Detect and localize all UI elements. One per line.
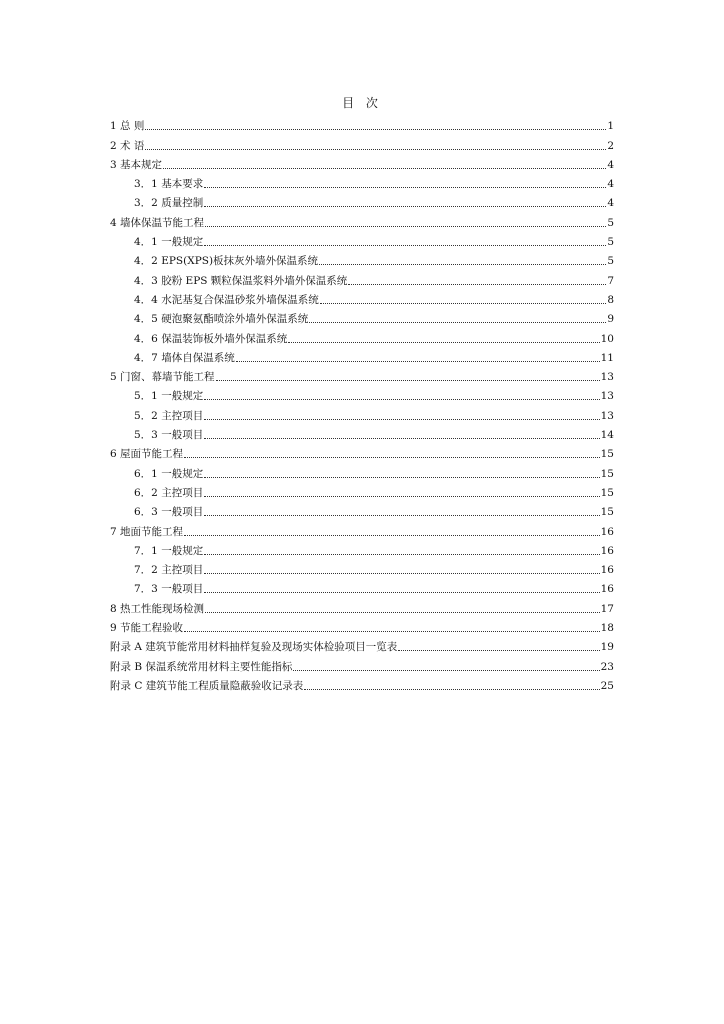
toc-entry-label: 4．3 胶粉 EPS 颗粒保温浆料外墙外保温系统 <box>134 274 348 287</box>
toc-entry <box>110 191 614 210</box>
toc-entry-label: 附录 A 建筑节能常用材料抽样复验及现场实体检验项目一览表 <box>110 641 398 654</box>
toc-dot-leader <box>204 495 599 497</box>
toc-entry <box>110 326 614 345</box>
toc-entry-label: 9 节能工程验收 <box>110 622 184 635</box>
toc-entry <box>110 230 614 249</box>
toc-entry <box>110 423 614 442</box>
toc-entry-label: 7．2 主控项目 <box>134 564 204 577</box>
toc-entry <box>110 172 614 191</box>
toc-dot-leader <box>204 437 599 439</box>
toc-entry-page: 16 <box>600 525 614 538</box>
toc-dot-leader <box>204 476 599 478</box>
toc-entry <box>110 403 614 422</box>
toc-entry-page: 5 <box>607 216 614 229</box>
toc-entry-page: 15 <box>600 448 614 461</box>
toc-entry-label: 6．1 一般规定 <box>134 467 204 480</box>
toc-entry-label: 3．2 质量控制 <box>134 197 204 210</box>
toc-entry-page: 16 <box>600 544 614 557</box>
toc-entry-page: 1 <box>607 120 614 133</box>
toc-entry <box>110 210 614 229</box>
toc-entry <box>110 577 614 596</box>
toc-entry-label: 1 总 则 <box>110 120 145 133</box>
toc-entry-label: 4．5 硬泡聚氨酯喷涂外墙外保温系统 <box>134 313 309 326</box>
toc-dot-leader <box>204 398 599 400</box>
toc-entry <box>110 133 614 152</box>
toc-dot-leader <box>204 553 599 555</box>
toc-entry-page: 11 <box>600 351 614 364</box>
toc-entry <box>110 249 614 268</box>
toc-entry-label: 4．1 一般规定 <box>134 236 204 249</box>
toc-dot-leader <box>145 148 606 150</box>
toc-entry-page: 15 <box>600 486 614 499</box>
toc-entry-label: 5．1 一般规定 <box>134 390 204 403</box>
toc-entry-page: 4 <box>607 158 614 171</box>
toc-entry-label: 3．1 基本要求 <box>134 178 204 191</box>
toc-entry-page: 16 <box>600 583 614 596</box>
toc-entry-label: 7．3 一般项目 <box>134 583 204 596</box>
toc-entry-page: 5 <box>607 236 614 249</box>
toc-entry-label: 4．2 EPS(XPS)板抹灰外墙外保温系统 <box>134 255 319 268</box>
toc-entry-page: 2 <box>607 139 614 152</box>
table-of-contents <box>110 114 614 693</box>
toc-dot-leader <box>216 379 600 381</box>
toc-dot-leader <box>348 283 606 285</box>
toc-dot-leader <box>204 572 599 574</box>
toc-dot-leader <box>204 205 606 207</box>
toc-entry-page: 18 <box>600 622 614 635</box>
toc-entry-page: 14 <box>600 429 614 442</box>
toc-dot-leader <box>204 186 606 188</box>
toc-entry-page: 19 <box>600 641 614 654</box>
toc-dot-leader <box>288 341 599 343</box>
toc-dot-leader <box>184 630 600 632</box>
toc-entry <box>110 539 614 558</box>
toc-entry <box>110 346 614 365</box>
toc-entry-label: 3 基本规定 <box>110 158 163 171</box>
toc-entry-page: 4 <box>607 197 614 210</box>
toc-entry <box>110 674 614 693</box>
toc-entry-page: 17 <box>600 602 614 615</box>
toc-entry-page: 15 <box>600 506 614 519</box>
toc-entry-page: 13 <box>600 371 614 384</box>
toc-entry <box>110 654 614 673</box>
toc-entry <box>110 635 614 654</box>
toc-entry-label: 5．3 一般项目 <box>134 429 204 442</box>
toc-entry-label: 5．2 主控项目 <box>134 409 204 422</box>
toc-entry <box>110 153 614 172</box>
toc-entry <box>110 461 614 480</box>
toc-dot-leader <box>184 534 600 536</box>
toc-entry-page: 15 <box>600 467 614 480</box>
toc-entry-page: 8 <box>607 293 614 306</box>
toc-entry-label: 4．4 水泥基复合保温砂浆外墙保温系统 <box>134 293 319 306</box>
toc-entry <box>110 519 614 538</box>
toc-entry-label: 7．1 一般规定 <box>134 544 204 557</box>
toc-entry-label: 附录 C 建筑节能工程质量隐蔽验收记录表 <box>110 679 304 692</box>
toc-entry-label: 4 墙体保温节能工程 <box>110 216 205 229</box>
toc-entry-label: 附录 B 保温系统常用材料主要性能指标 <box>110 660 293 673</box>
toc-dot-leader <box>319 263 606 265</box>
toc-entry-label: 4．6 保温装饰板外墙外保温系统 <box>134 332 288 345</box>
toc-entry <box>110 384 614 403</box>
toc-entry <box>110 616 614 635</box>
toc-entry-page: 25 <box>600 679 614 692</box>
toc-entry-label: 6．3 一般项目 <box>134 506 204 519</box>
toc-dot-leader <box>236 360 600 362</box>
toc-title: 目 次 <box>342 96 382 110</box>
toc-dot-leader <box>204 591 599 593</box>
toc-dot-leader <box>293 669 599 671</box>
toc-dot-leader <box>184 456 600 458</box>
toc-entry-label: 4．7 墙体自保温系统 <box>134 351 235 364</box>
toc-dot-leader <box>205 225 606 227</box>
toc-entry <box>110 481 614 500</box>
toc-entry-page: 13 <box>600 409 614 422</box>
toc-dot-leader <box>304 688 599 690</box>
toc-entry-page: 13 <box>600 390 614 403</box>
toc-entry-label: 7 地面节能工程 <box>110 525 184 538</box>
toc-entry-label: 5 门窗、幕墙节能工程 <box>110 371 215 384</box>
toc-entry <box>110 596 614 615</box>
toc-dot-leader <box>309 321 606 323</box>
toc-dot-leader <box>320 302 607 304</box>
toc-dot-leader <box>204 244 606 246</box>
toc-entry <box>110 268 614 287</box>
toc-entry-label: 8 热工性能现场检测 <box>110 602 205 615</box>
toc-entry-page: 16 <box>600 564 614 577</box>
toc-entry-page: 9 <box>607 313 614 326</box>
toc-entry-page: 5 <box>607 255 614 268</box>
toc-entry <box>110 558 614 577</box>
toc-dot-leader <box>204 418 599 420</box>
toc-entry-label: 6 屋面节能工程 <box>110 448 184 461</box>
toc-entry <box>110 307 614 326</box>
toc-entry <box>110 288 614 307</box>
toc-dot-leader <box>398 649 599 651</box>
toc-entry-label: 6．2 主控项目 <box>134 486 204 499</box>
toc-entry-page: 10 <box>600 332 614 345</box>
toc-entry <box>110 442 614 461</box>
toc-entry <box>110 500 614 519</box>
toc-dot-leader <box>145 128 606 130</box>
toc-entry <box>110 114 614 133</box>
toc-dot-leader <box>204 514 599 516</box>
toc-dot-leader <box>163 167 606 169</box>
toc-entry <box>110 365 614 384</box>
toc-entry-page: 23 <box>600 660 614 673</box>
toc-entry-page: 4 <box>607 178 614 191</box>
toc-entry-label: 2 术 语 <box>110 139 145 152</box>
toc-dot-leader <box>205 611 600 613</box>
toc-entry-page: 7 <box>607 274 614 287</box>
